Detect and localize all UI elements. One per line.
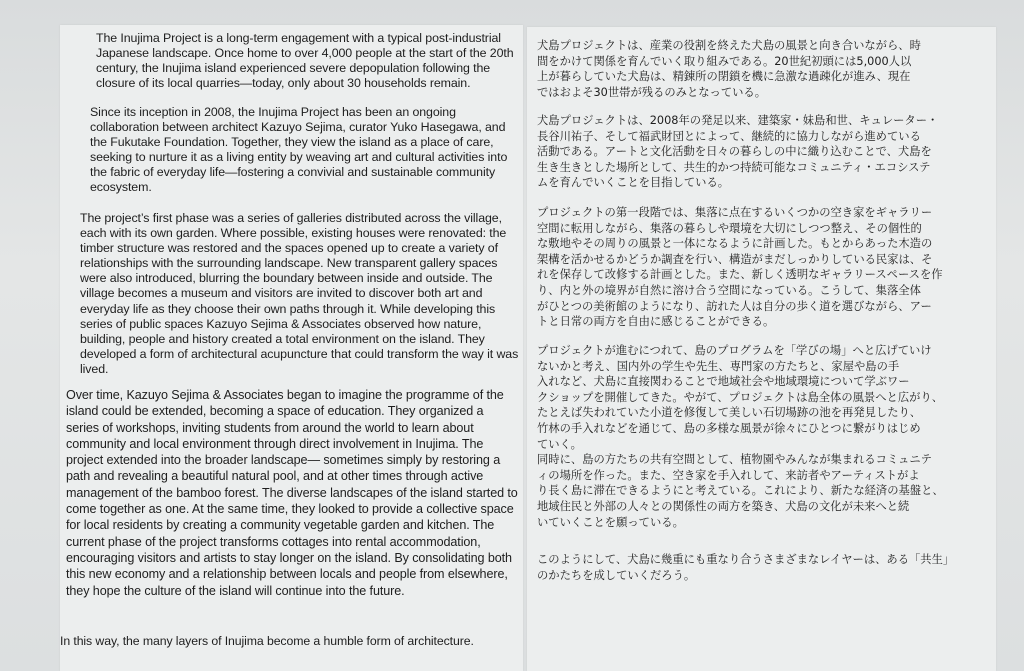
japanese-text-line: たとえば失われていた小道を修復して美しい石切場跡の池を再発見したり、 [537,406,922,420]
japanese-text-line: り、内と外の境界が自然に溶け合う空間になっている。こうして、集落全体 [537,283,921,297]
japanese-text-panel [527,27,996,671]
japanese-text-line: ではおよそ30世帯が残るのみとなっている。 [537,85,767,99]
japanese-text-line: 上が暮らしていた犬島は、精錬所の閉鎖を機に急激な過疎化が進み、現在 [537,70,911,84]
japanese-text-line: がひとつの美術館のようになり、訪れた人は自分の歩く道を選びながら、アー [537,299,932,313]
japanese-text-line: このようにして、犬島に幾重にも重なり合うさまざまなレイヤーは、ある「共生」 [537,553,955,566]
japanese-text-line: プロジェクトの第一段階では、集落に点在するいくつかの空き家をギャラリー [537,206,933,219]
japanese-paragraph-conclusion [537,552,987,583]
japanese-text-line: ていく。 [537,437,582,451]
english-paragraph-first-phase: The project’s first phase was a series of galleries distributed across the village, each with its own garden. Where possible, existing houses were renovated: the timber structure was restored and the spaces opened up to create a variety of relationships with the surrounding landscape. New transparent gallery spaces were also introduced, blurring the boundary between inside and outside. The village becomes a museum and visitors are invited to discover both art and everyday life as they choose their own paths through it. While developing this series of public spaces Kazuyo Sejima & Associates observed how nature, building, people and history created a total environment on the island. They developed a form of architectural acupuncture that could transform the way it was lived. [80,211,519,376]
japanese-text-line: 架構を活かせるかどうか調査を行い、構造がまだしっかりしている民家は、そ [537,252,933,266]
japanese-text-line: のかたちを成していくだろう。 [537,568,696,582]
japanese-text-line: な敷地やその周りの風景と一体になるように計画した。もとからあった木造の [537,237,933,251]
japanese-text-line: 犬島プロジェクトは、産業の役割を終えた犬島の風景と向き合いながら、時 [537,39,921,52]
english-paragraph-intro: The Inujima Project is a long-term engagement with a typical post-industrial Japanese landscape. Once home to over 4,000 people at the start of the 20th century, the Inujima island experienced severe depopulation following the closure of its local quarries—today, only about 30 households remain. [96,31,514,91]
japanese-text-line: 空間に転用しながら、集落の暮らしや環境を大切にしつつ整え、その個性的 [537,221,922,235]
english-text-panel [60,25,523,671]
english-paragraph-conclusion: In this way, the many layers of Inujima become a humble form of architecture. [60,634,474,648]
japanese-text-line: クショップを開催してきた。やがて、プロジェクトは島全体の風景へと広がり、 [537,390,944,404]
japanese-text-line: 生き生きとした場所として、共生的かつ持続可能なコミュニティ・エコシステ [537,160,931,174]
japanese-paragraph-intro [537,38,987,100]
japanese-text-line: り長く島に滞在できるようにと考えている。これにより、新たな経済の基盤と、 [537,484,944,498]
japanese-text-line: れを保存して改修する計画とした。また、新しく透明なギャラリースペースを作 [537,268,943,282]
japanese-paragraph-education [537,343,989,530]
japanese-text-line: 同時に、島の方たちの共有空間として、植物園やみんなが集まれるコミュニテ [537,453,932,467]
japanese-text-line: 入れなど、犬島に直接関わることで地域社会や地域環境について学ぶワー [537,375,910,389]
japanese-text-line: 活動である。アートと文化活動を日々の暮らしの中に織り込むことで、犬島を [537,145,932,159]
japanese-text-line: 犬島プロジェクトは、2008年の発足以来、建築家・妹島和世、キュレーター・ [537,114,939,127]
japanese-text-line: 長谷川祐子、そして福武財団とによって、継続的に協力しながら進めている [537,129,921,143]
japanese-text-line: ィの場所を作った。また、空き家を手入れして、来訪者やアーティストがよ [537,468,920,482]
japanese-text-line: プロジェクトが進むにつれて、島のプログラムを「学びの場」へと広げていけ [537,344,932,357]
japanese-text-line: 竹林の手入れなどを通じて、島の多様な風景が徐々にひとつに繋がりはじめ [537,421,921,435]
japanese-paragraph-first-phase [537,205,987,330]
japanese-text-line: 間をかけて関係を育んでいく取り組みである。20世紀初頭には5,000人以 [537,54,912,68]
japanese-text-line: ないかと考え、国内外の学生や先生、専門家の方たちと、家屋や島の手 [537,359,900,373]
english-paragraph-collaboration: Since its inception in 2008, the Inujima Project has been an ongoing collaboration between architect Kazuyo Sejima, curator Yuko Hasegawa, and the Fukutake Foundation. Together, they view the island as a place of care, seeking to nurture it as a living entity by weaving art and cultural activities into the fabric of everyday life—fostering a convivial and sustainable community ecosystem. [90,105,508,195]
japanese-text-line: トと日常の両方を自由に感じることができる。 [537,315,775,329]
japanese-text-line: 地域住民と外部の人々との関係性の両方を築き、犬島の文化が未来へと続 [537,499,910,513]
english-paragraph-education: Over time, Kazuyo Sejima & Associates began to imagine the programme of the island could be extended, becoming a space of education. They organized a series of workshops, inviting students from around the world to learn about community and local environment through direct involvement in Inujima. The project extended into the broader landscape— sometimes simply by restoring a path and revealing a beautiful natural pool, and at other times through active management of the bamboo forest. The diverse landscapes of the island started to come together as one. At the same time, they looked to provide a collective space for local residents by creating a community vegetable garden and kitchen. The current phase of the project transforms cottages into rental accommodation, encouraging visitors and artists to stay longer on the island. By consolidating both this new economy and a relationship between locals and people from elsewhere, they hope the culture of the island will continue into the future. [66,388,518,598]
japanese-text-line: ムを育んでいくことを目指している。 [537,176,730,190]
japanese-text-line: いていくことを願っている。 [537,515,684,529]
japanese-paragraph-collaboration [537,113,987,191]
